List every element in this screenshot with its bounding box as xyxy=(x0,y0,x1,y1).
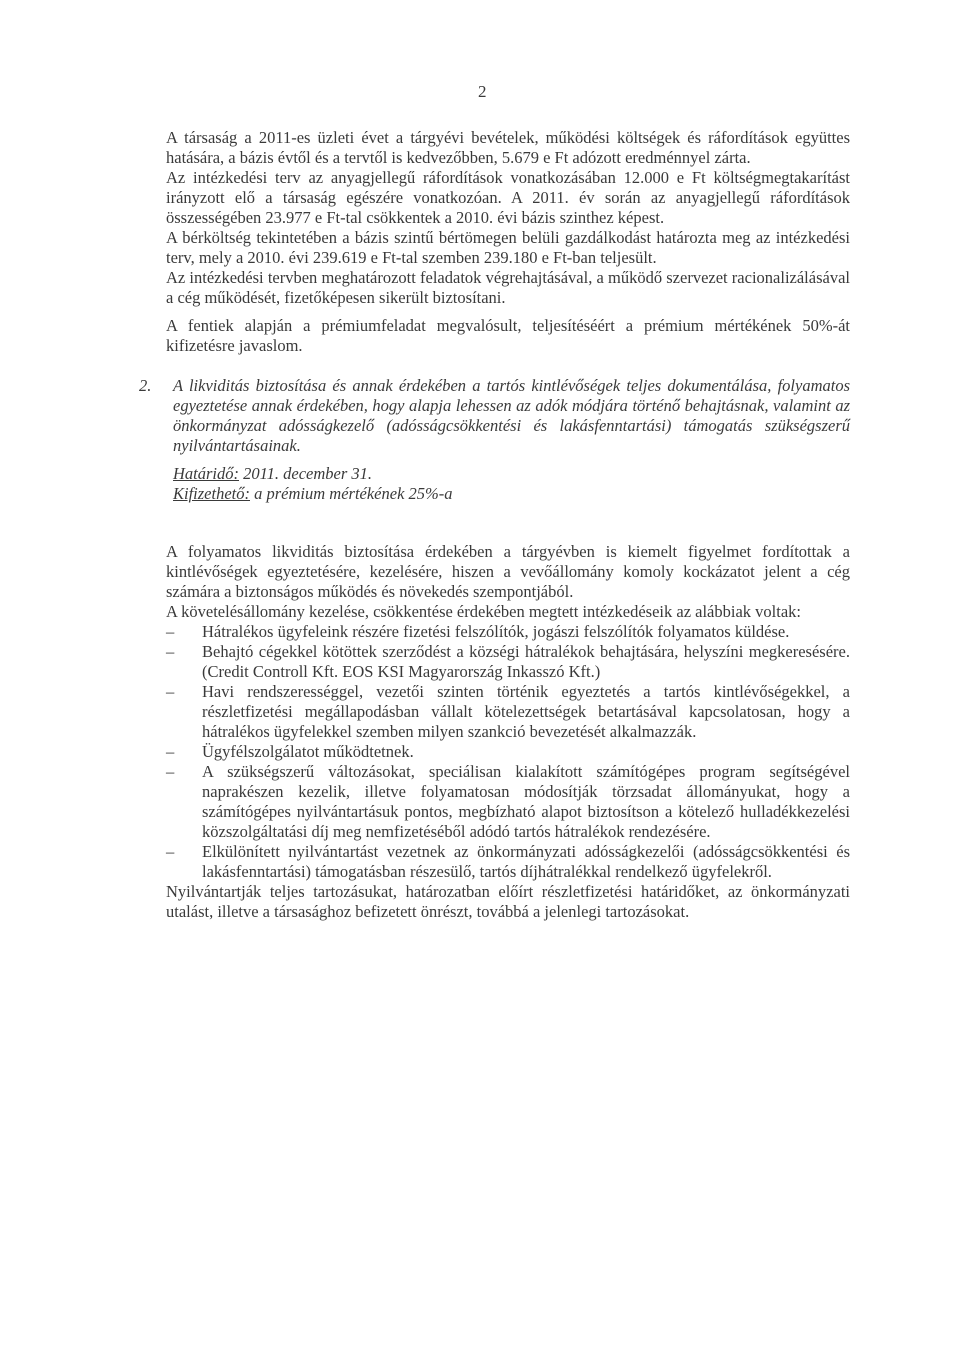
point-2 xyxy=(139,376,850,456)
list-item: – Ügyfélszolgálatot működtetnek. xyxy=(166,742,414,761)
deadline-value: 2011. december 31. xyxy=(239,464,373,483)
payout-value: a prémium mértékének 25%-a xyxy=(250,484,453,503)
point-title: A likviditás biztosítása és annak érdekében a tartós kintlévőségek teljes dokumentálása, folyamatos egyeztetése annak érdekében, hogy alapja lehessen az adók módjára történő behajtásnak, valamint az önkormányzat adósságkezelő (adósságcsökkentési és lakásfenntartási) támogatás szükségszerű nyilvántartásainak. xyxy=(173,376,850,455)
point-meta xyxy=(166,464,850,504)
list-item: – A szükségszerű változásokat, speciálisan kialakított számítógépes program segítségével naprakészen kezelik, illetve folyamatosan módosítják törzsadat állományukat, hogy a számítógépes nyilvántartásuk pontos, megbízható alapot biztosítson a kötelező hulladékkezelési közszolgáltatási díj meg nemfizetéséből adódó tartós hátralékok rendezésére. xyxy=(166,762,850,841)
paragraph-liquidity: A folyamatos likviditás biztosítása érdekében a tárgyévben is kiemelt figyelmet fordítottak a kintlévőségek egyeztetésére, kezelésére, hiszen a vevőállomány komoly kockázatot jelent a cég számára a biztonságos működés és növekedés szempontjából. xyxy=(166,542,850,601)
paragraph-material-costs: Az intézkedési terv az anyagjellegű ráfordítások vonatkozásában 12.000 e Ft költségmegtakarítást irányzott elő a társaság egészére vonatkozóan. A 2011. év során az anyagjellegű ráfordítások összességében 23.977 e Ft-tal csökkentek a 2010. évi bázis szinthez képest. xyxy=(166,168,850,227)
paragraph-result: A társaság a 2011-es üzleti évet a tárgyévi bevételek, működési költségek és ráfordítások együttes hatására, a bázis évtől és a tervtől is kedvezőbben, 5.679 e Ft adózott eredménnyel zárta. xyxy=(166,128,850,167)
dash-marker: – xyxy=(166,762,175,781)
paragraph-wage-costs: A bérköltség tekintetében a bázis szintű bértömegen belüli gazdálkodást határozta meg az intézkedési terv, mely a 2010. évi 239.619 e Ft-tal szemben 239.180 e Ft-ban teljesült. xyxy=(166,228,850,267)
paragraph-records: Nyilvántartják teljes tartozásukat, határozatban előírt részletfizetési határidőket, az önkormányzati utalást, illetve a társasághoz befizetett önrészt, továbbá a jelenlegi tartozásokat. xyxy=(166,882,850,921)
payout-line xyxy=(173,484,850,504)
document-page xyxy=(139,80,850,922)
page-number: 2 xyxy=(478,82,487,101)
paragraph-premium-proposal: A fentiek alapján a prémiumfeladat megvalósult, teljesítéséért a prémium mértékének 50%-át kifizetésre javaslom. xyxy=(166,316,850,355)
list-item: – Elkülönített nyilvántartást vezetnek az önkormányzati adósságkezelői (adósságcsökkentési és lakásfenntartási) támogatásban részesülő, tartós díjhátralékkal rendelkező ügyfelekről. xyxy=(166,842,850,881)
dash-marker: – xyxy=(166,622,175,641)
paragraph-measures-intro: A követelésállomány kezelése, csökkentése érdekében megtett intézkedéseik az alábbiak voltak: xyxy=(166,602,801,621)
deadline-label: Határidő: xyxy=(173,464,239,483)
measures-list xyxy=(166,622,850,882)
list-item: – Hátralékos ügyfeleink részére fizetési felszólítók, jogászi felszólítók folyamatos küldése. xyxy=(166,622,790,641)
dash-marker: – xyxy=(166,842,175,861)
point-number: 2. xyxy=(139,376,152,395)
payout-label: Kifizethető: xyxy=(173,484,250,503)
paragraph-rationalization: Az intézkedési tervben meghatározott feladatok végrehajtásával, a működő szervezet racionalizálásával a cég működését, fizetőképesen sikerült biztosítani. xyxy=(166,268,850,307)
dash-marker: – xyxy=(166,742,175,761)
list-item: – Havi rendszerességgel, vezetői szinten történik egyeztetés a tartós kintlévőségekkel, a részletfizetési megállapodásban vállalt kötelezettségek betartásával kapcsolatosan, hogy a hátralékos ügyfelekkel szemben milyen szankció bevezetését alkalmazzák. xyxy=(166,682,850,741)
list-item: – Behajtó cégekkel kötöttek szerződést a községi hátralékok behajtására, helyszíni megkeresésére.(Credit Controll Kft. EOS KSI Magyarország Inkasszó Kft.) xyxy=(166,642,850,681)
dash-marker: – xyxy=(166,682,175,701)
dash-marker: – xyxy=(166,642,175,661)
deadline-line xyxy=(173,464,850,484)
